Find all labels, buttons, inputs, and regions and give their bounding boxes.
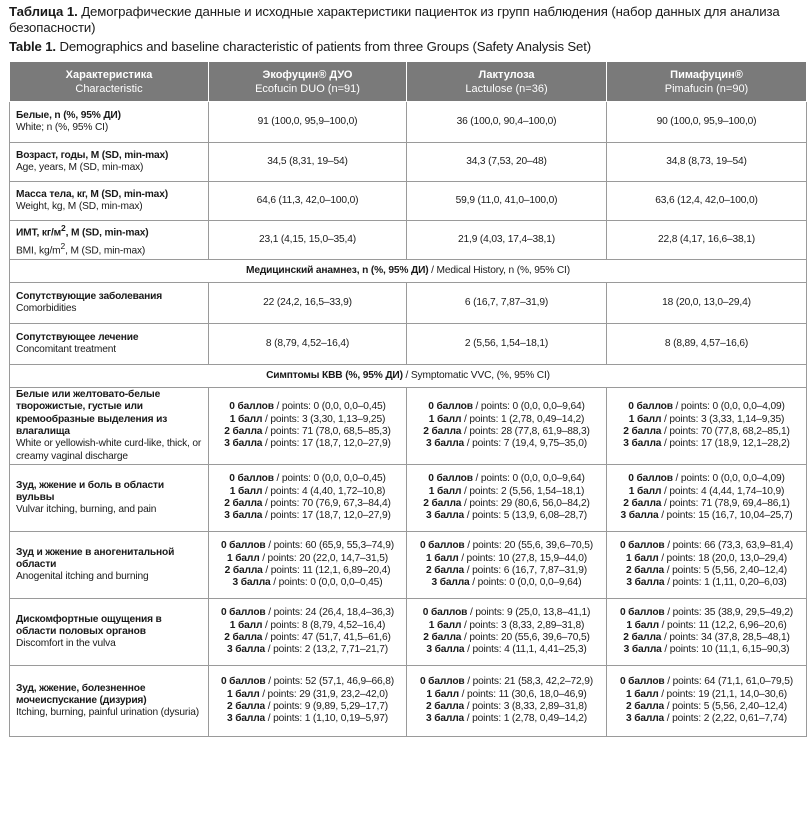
cell-ecofucin: 23,1 (4,15, 15,0–35,4) [209,221,407,260]
cell-lactulose: 6 (16,7, 7,87–31,9) [407,283,607,324]
cell-pimafucin: 8 (8,89, 4,57–16,6) [607,324,807,365]
table-row [10,221,807,260]
cell-lactulose: 0 баллов / points: 20 (55,6, 39,6–70,5) 1 балл / points: 10 (27,8, 15,9–44,0) 2 балла / points: 6 (16,7, 7,87–31,9) 3 балла / points: 0 (0,0, 0,0–9,64) [407,532,607,599]
table-header-row [10,62,807,102]
cell-pimafucin: 0 баллов / points: 35 (38,9, 29,5–49,2) 1 балл / points: 11 (12,2, 6,96–20,6) 2 балла / points: 34 (37,8, 28,5–48,1) 3 балла / points: 10 (11,1, 6,15–90,3) [607,599,807,666]
row-label: Белые, n (%, 95% ДИ) White; n (%, 95% CI) [10,102,209,143]
cell-lactulose: 0 баллов / points: 0 (0,0, 0,0–9,64) 1 балл / points: 2 (5,56, 1,54–18,1) 2 балла / points: 29 (80,6, 56,0–84,2) 3 балла / points: 5 (13,9, 6,08–28,7) [407,465,607,532]
cell-pimafucin: 18 (20,0, 13,0–29,4) [607,283,807,324]
row-label: Дискомфортные ощущения в области половых органов Discomfort in the vulva [10,599,209,666]
cell-lactulose: 21,9 (4,03, 17,4–38,1) [407,221,607,260]
header-ecofucin: Экофуцин® ДУО Ecofucin DUO (n=91) [209,62,407,102]
cell-ecofucin: 22 (24,2, 16,5–33,9) [209,283,407,324]
cell-lactulose: 0 баллов / points: 0 (0,0, 0,0–9,64) 1 балл / points: 1 (2,78, 0,49–14,2) 2 балла / points: 28 (77,8, 61,9–88,3) 3 балла / points: 7 (19,4, 9,75–35,0) [407,388,607,465]
section-title: Медицинский анамнез, n (%, 95% ДИ) / Medical History, n (%, 95% CI) [10,260,807,283]
table-row [10,666,807,737]
cell-pimafucin: 22,8 (4,17, 16,6–38,1) [607,221,807,260]
cell-ecofucin: 64,6 (11,3, 42,0–100,0) [209,182,407,221]
cell-lactulose: 36 (100,0, 90,4–100,0) [407,102,607,143]
row-label: ИМТ, $кг/м^2$, M (SD, min-max) BMI, $kg/m^2$, M (SD, min-max) [10,221,209,260]
cell-pimafucin: 0 баллов / points: 66 (73,3, 63,9–81,4) 1 балл / points: 18 (20,0, 13,0–29,4) 2 балла / points: 5 (5,56, 2,40–12,4) 3 балла / points: 1 (1,11, 0,20–6,03) [607,532,807,599]
table-row [10,599,807,666]
row-label: Зуд и жжение в аногенитальной области Anogenital itching and burning [10,532,209,599]
section-title: Симптомы КВВ (%, 95% ДИ) / Symptomatic VVC, (%, 95% CI) [10,365,807,388]
cell-ecofucin: 0 баллов / points: 60 (65,9, 55,3–74,9) 1 балл / points: 20 (22,0, 14,7–31,5) 2 балла / points: 11 (12,1, 6,89–20,4) 3 балла / points: 0 (0,0, 0,0–0,45) [209,532,407,599]
row-label: Белые или желтовато-белые творожистые, густые или кремообразные выделения из влагалища White or yellowish-white curd-like, thick, or creamy vaginal discharge [10,388,209,465]
table-row [10,102,807,143]
cell-pimafucin: 0 баллов / points: 64 (71,1, 61,0–79,5) 1 балл / points: 19 (21,1, 14,0–30,6) 2 балла / points: 5 (5,56, 2,40–12,4) 3 балла / points: 2 (2,22, 0,61–7,74) [607,666,807,737]
cell-lactulose: 0 баллов / points: 9 (25,0, 13,8–41,1) 1 балл / points: 3 (8,33, 2,89–31,8) 2 балла / points: 20 (55,6, 39,6–70,5) 3 балла / points: 4 (11,1, 4,41–25,3) [407,599,607,666]
cell-ecofucin: 0 баллов / points: 0 (0,0, 0,0–0,45) 1 балл / points: 4 (4,40, 1,72–10,8) 2 балла / points: 70 (76,9, 67,3–84,4) 3 балла / points: 17 (18,7, 12,0–27,9) [209,465,407,532]
cell-pimafucin: 34,8 (8,73, 19–54) [607,143,807,182]
row-label: Зуд, жжение, болезненное мочеиспускание (дизурия) Itching, burning, painful urination (dysuria) [10,666,209,737]
cell-ecofucin: 0 баллов / points: 0 (0,0, 0,0–0,45) 1 балл / points: 3 (3,30, 1,13–9,25) 2 балла / points: 71 (78,0, 68,5–85,3) 3 балла / points: 17 (18,7, 12,0–27,9) [209,388,407,465]
cell-ecofucin: 91 (100,0, 95,9–100,0) [209,102,407,143]
table-caption-ru: Таблица 1. Демографические данные и исходные характеристики пациенток из групп наблюдения (набор данных для анализа безопасности) [9,4,780,35]
cell-lactulose: 2 (5,56, 1,54–18,1) [407,324,607,365]
header-lactulose: Лактулоза Lactulose (n=36) [407,62,607,102]
table-row [10,388,807,465]
row-label: Сопутствующее лечение Concomitant treatment [10,324,209,365]
row-label: Сопутствующие заболевания Comorbidities [10,283,209,324]
cell-pimafucin: 0 баллов / points: 0 (0,0, 0,0–4,09) 1 балл / points: 3 (3,33, 1,14–9,35) 2 балла / points: 70 (77,8, 68,2–85,1) 3 балла / points: 17 (18,9, 12,1–28,2) [607,388,807,465]
cell-ecofucin: 0 баллов / points: 52 (57,1, 46,9–66,8) 1 балл / points: 29 (31,9, 23,2–42,0) 2 балла / points: 9 (9,89, 5,29–17,7) 3 балла / points: 1 (1,10, 0,19–5,97) [209,666,407,737]
cell-lactulose: 59,9 (11,0, 41,0–100,0) [407,182,607,221]
table-row [10,532,807,599]
cell-lactulose: 34,3 (7,53, 20–48) [407,143,607,182]
cell-pimafucin: 63,6 (12,4, 42,0–100,0) [607,182,807,221]
cell-pimafucin: 90 (100,0, 95,9–100,0) [607,102,807,143]
row-label: Возраст, годы, M (SD, min-max) Age, years, M (SD, min-max) [10,143,209,182]
section-row-medical-history [10,260,807,283]
header-pimafucin: Пимафуцин® Pimafucin (n=90) [607,62,807,102]
cell-ecofucin: 0 баллов / points: 24 (26,4, 18,4–36,3) 1 балл / points: 8 (8,79, 4,52–16,4) 2 балла / points: 47 (51,7, 41,5–61,6) 3 балла / points: 2 (13,2, 7,71–21,7) [209,599,407,666]
table-caption-en: Table 1. Demographics and baseline characteristic of patients from three Groups (Safety Analysis Set) [9,39,591,54]
cell-ecofucin: 34,5 (8,31, 19–54) [209,143,407,182]
cell-pimafucin: 0 баллов / points: 0 (0,0, 0,0–4,09) 1 балл / points: 4 (4,44, 1,74–10,9) 2 балла / points: 71 (78,9, 69,4–86,1) 3 балла / points: 15 (16,7, 10,04–25,7) [607,465,807,532]
section-row-symptoms [10,365,807,388]
cell-ecofucin: 8 (8,79, 4,52–16,4) [209,324,407,365]
table-row [10,143,807,182]
row-label: Масса тела, кг, M (SD, min-max) Weight, kg, M (SD, min-max) [10,182,209,221]
row-label: Зуд, жжение и боль в области вульвы Vulvar itching, burning, and pain [10,465,209,532]
header-characteristic: Характеристика Characteristic [10,62,209,102]
table-row [10,283,807,324]
demographics-table [9,61,807,737]
table-row [10,465,807,532]
table-row [10,182,807,221]
table-row [10,324,807,365]
cell-lactulose: 0 баллов / points: 21 (58,3, 42,2–72,9) 1 балл / points: 11 (30,6, 18,0–46,9) 2 балла / points: 3 (8,33, 2,89–31,8) 3 балла / points: 1 (2,78, 0,49–14,2) [407,666,607,737]
